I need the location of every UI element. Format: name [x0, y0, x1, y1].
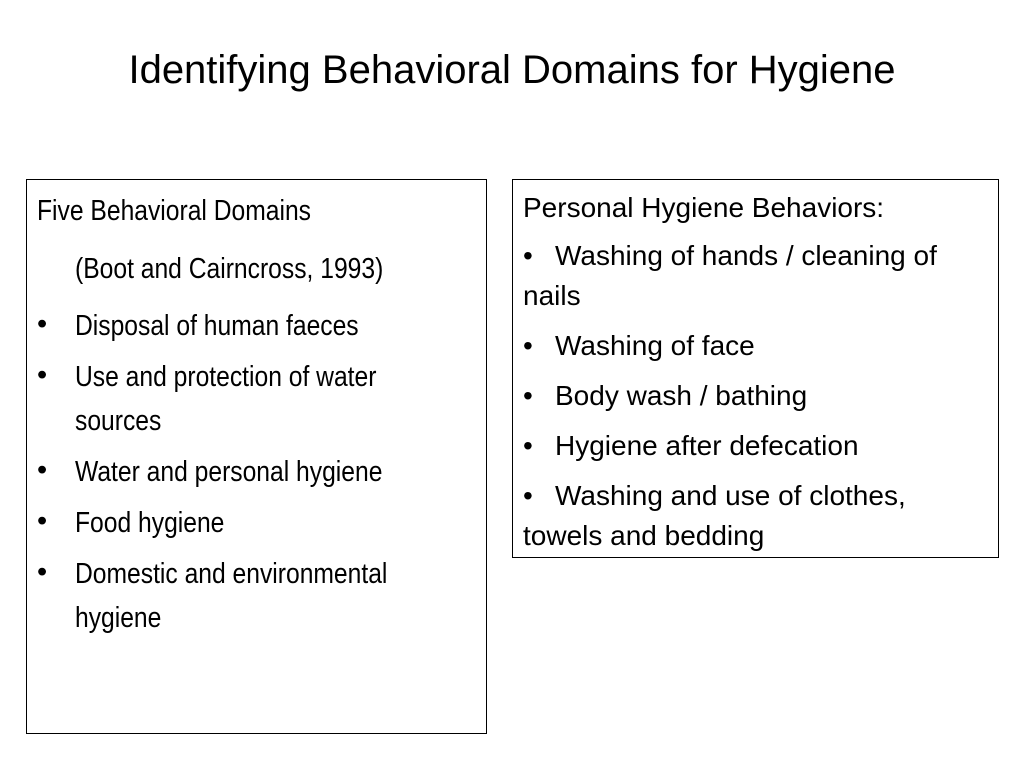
list-item [523, 476, 988, 556]
bullet-icon: • [523, 330, 533, 361]
list-item [523, 376, 988, 416]
domain-item-text: Water and personal hygiene [75, 456, 383, 488]
five-domains-box [26, 179, 487, 734]
bullet-icon: • [523, 240, 533, 271]
domain-item-text: Food hygiene [75, 507, 225, 539]
list-item [37, 501, 443, 545]
bullet-icon: • [523, 480, 533, 511]
behavior-item-text: Washing and use of clothes, towels and bedding [523, 480, 906, 551]
bullet-icon: • [37, 454, 48, 486]
domains-list [37, 304, 443, 647]
list-item [37, 450, 443, 494]
bullet-icon: • [37, 308, 48, 340]
list-item [523, 426, 988, 466]
list-item [37, 552, 443, 640]
bullet-icon: • [523, 430, 533, 461]
behavior-item-text: Body wash / bathing [555, 380, 808, 411]
behaviors-list [523, 236, 988, 556]
list-item [523, 326, 988, 366]
list-item [37, 355, 443, 443]
list-item [523, 236, 988, 316]
domain-item-text: Disposal of human faeces [75, 310, 359, 342]
domain-item-text: Domestic and environmental hygiene [75, 558, 388, 634]
behavior-item-text: Hygiene after defecation [555, 430, 859, 461]
behavior-item-text: Washing of face [555, 330, 755, 361]
bullet-icon: • [523, 380, 533, 411]
list-item [37, 304, 443, 348]
personal-hygiene-box [512, 179, 999, 558]
slide-title: Identifying Behavioral Domains for Hygiene [128, 48, 896, 92]
domain-item-text: Use and protection of water sources [75, 361, 377, 437]
bullet-icon: • [37, 556, 48, 588]
behavior-item-text: Washing of hands / cleaning of nails [523, 240, 937, 311]
personal-hygiene-heading: Personal Hygiene Behaviors: [523, 192, 885, 223]
five-domains-heading: Five Behavioral Domains [37, 195, 312, 227]
bullet-icon: • [37, 359, 48, 391]
bullet-icon: • [37, 505, 48, 537]
citation-text: (Boot and Cairncross, 1993) [75, 253, 384, 285]
